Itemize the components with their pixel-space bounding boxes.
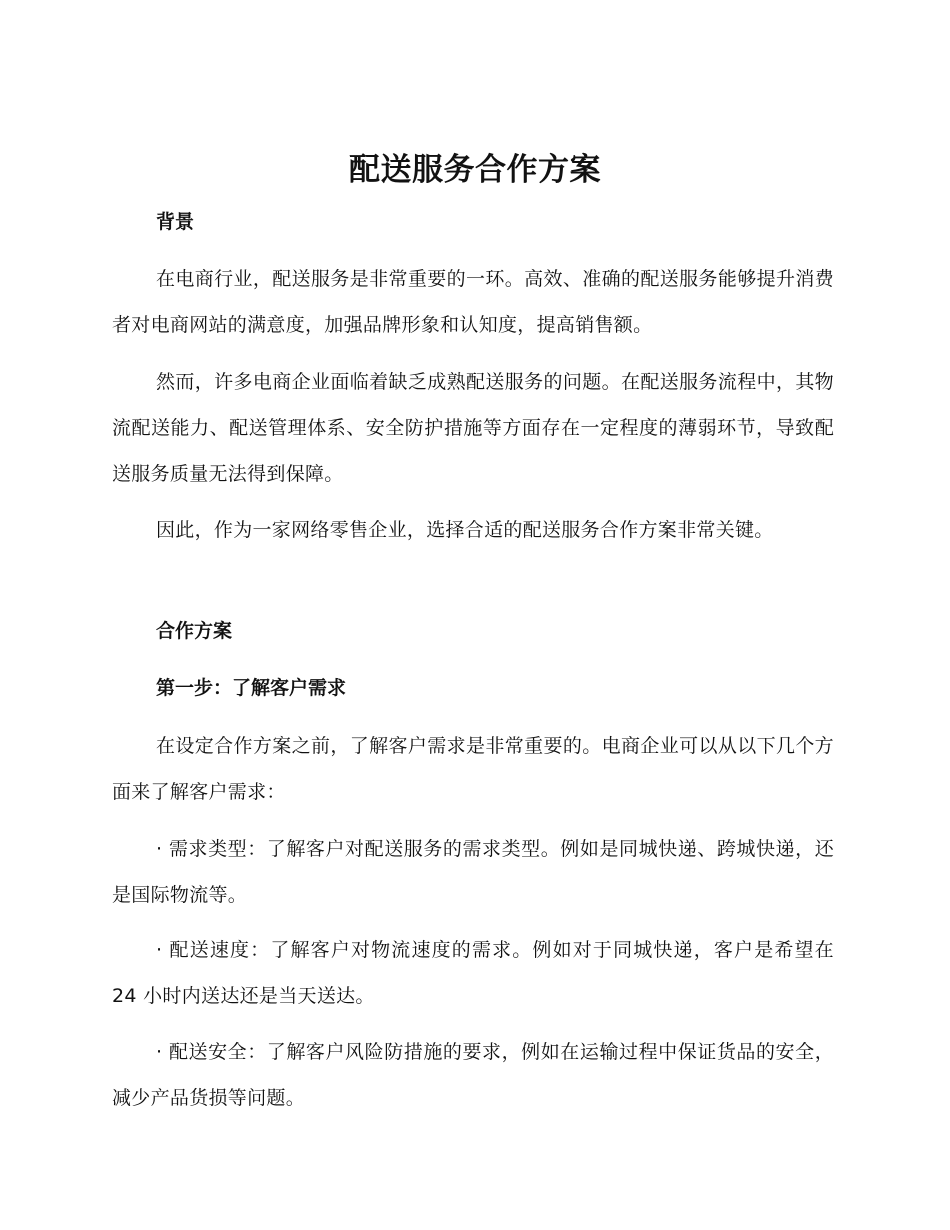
bullet-demand-type: · 需求类型：了解客户对配送服务的需求类型。例如是同城快递、跨城快递，还是国际物流等。	[112, 838, 834, 906]
bullet-delivery-safety: · 配送安全：了解客户风险防措施的要求，例如在运输过程中保证货品的安全，减少产品货损等问题。	[112, 1041, 834, 1109]
plan-heading: 合作方案	[156, 620, 233, 642]
background-heading: 背景	[156, 211, 195, 233]
step1-intro-paragraph: 在设定合作方案之前，了解客户需求是非常重要的。电商企业可以从以下几个方面来了解客户需求：	[112, 735, 834, 803]
background-paragraph-2: 然而，许多电商企业面临着缺乏成熟配送服务的问题。在配送服务流程中，其物流配送能力、配送管理体系、安全防护措施等方面存在一定程度的薄弱环节，导致配送服务质量无法得到保障。	[112, 371, 834, 485]
bullet-delivery-speed: · 配送速度：了解客户对物流速度的需求。例如对于同城快递，客户是希望在 24 小时内送达还是当天送达。	[112, 939, 834, 1007]
background-paragraph-1: 在电商行业，配送服务是非常重要的一环。高效、准确的配送服务能够提升消费者对电商网站的满意度，加强品牌形象和认知度，提高销售额。	[112, 268, 834, 336]
document-title: 配送服务合作方案	[349, 152, 601, 188]
background-paragraph-3: 因此，作为一家网络零售企业，选择合适的配送服务合作方案非常关键。	[156, 519, 774, 541]
step1-heading: 第一步：了解客户需求	[156, 677, 347, 699]
